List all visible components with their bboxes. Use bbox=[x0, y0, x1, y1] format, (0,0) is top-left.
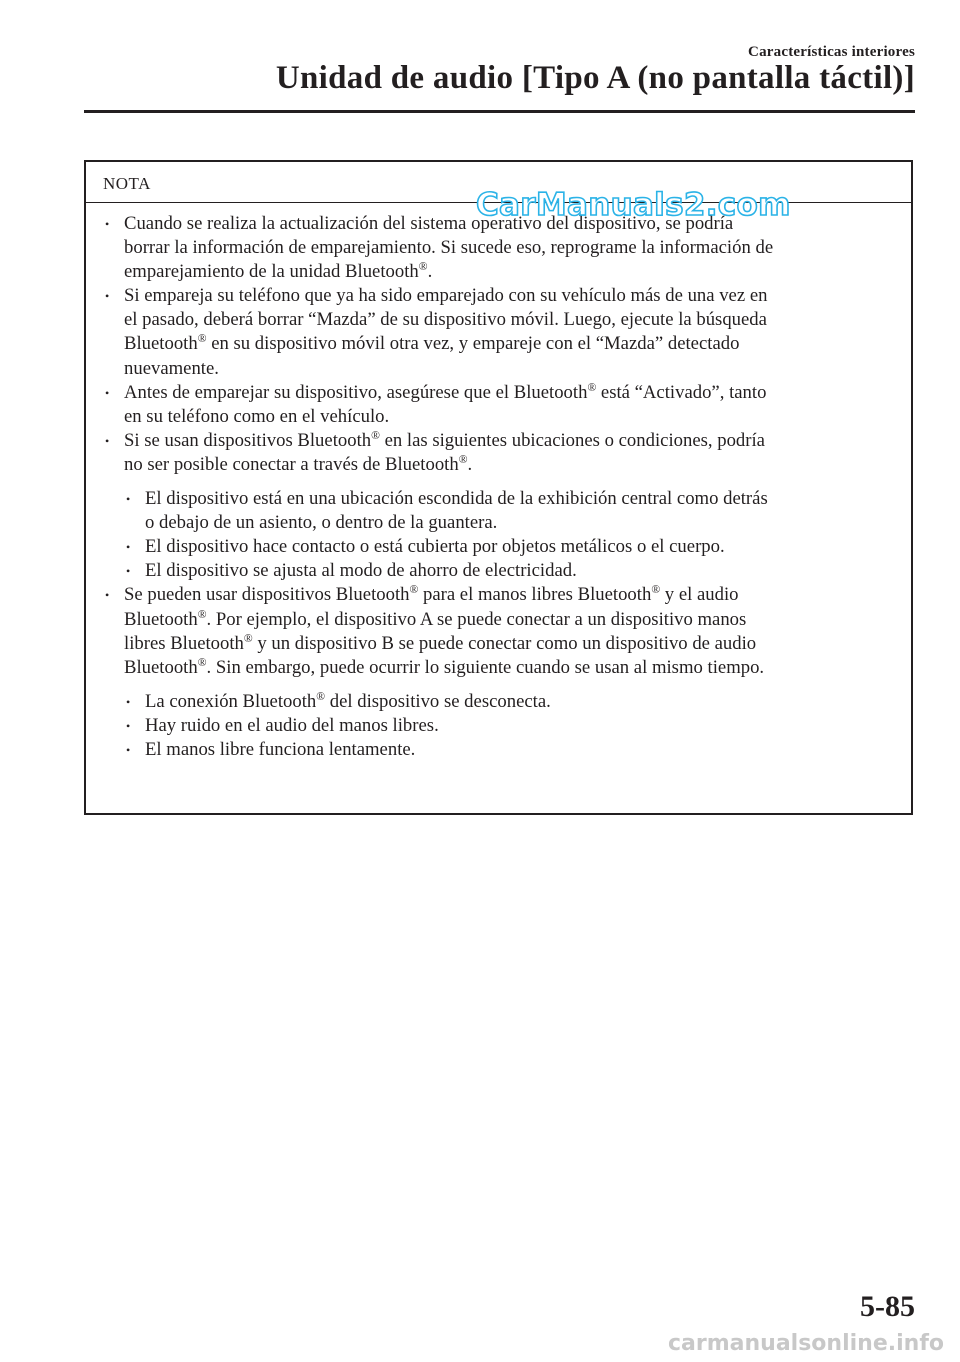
note-line: • El manos libre funciona lentamente. bbox=[145, 738, 416, 760]
note-line: • Cuando se realiza la actualización del sistema operativo del dispositivo, se podría bbox=[124, 213, 734, 234]
note-item bbox=[103, 583, 899, 762]
note-subitem bbox=[124, 714, 899, 738]
note-line: Bluetooth®. Por ejemplo, el dispositivo A se puede conectar a un dispositivo manos bbox=[124, 607, 747, 630]
note-subitem bbox=[124, 690, 899, 714]
section-heading: Características interiores bbox=[748, 44, 915, 60]
note-line: • Se pueden usar dispositivos Bluetooth® para el manos libres Bluetooth® y el audio bbox=[124, 583, 739, 606]
note-line: • El dispositivo hace contacto o está cubierta por objetos metálicos o el cuerpo. bbox=[145, 536, 725, 558]
note-bullet-list bbox=[103, 212, 899, 762]
note-box bbox=[84, 160, 913, 815]
note-subitem bbox=[124, 738, 899, 762]
note-line: • Antes de emparejar su dispositivo, asegúrese que el Bluetooth® está “Activado”, tanto bbox=[124, 380, 767, 403]
note-line: • Si se usan dispositivos Bluetooth® en las siguientes ubicaciones o condiciones, podría bbox=[124, 428, 765, 451]
note-line: • Si empareja su teléfono que ya ha sido emparejado con su vehículo más de una vez en bbox=[124, 285, 768, 307]
note-line: no ser posible conectar a través de Bluetooth®. bbox=[124, 452, 473, 475]
note-line: Bluetooth® en su dispositivo móvil otra vez, y empareje con el “Mazda” detectado bbox=[124, 332, 740, 355]
note-subitem bbox=[124, 559, 899, 583]
note-line: nuevamente. bbox=[124, 357, 219, 379]
note-line: borrar la información de emparejamiento. Si sucede eso, reprograme la información de bbox=[124, 237, 774, 259]
note-line: Bluetooth®. Sin embargo, puede ocurrir lo siguiente cuando se usan al mismo tiempo. bbox=[124, 655, 765, 678]
page-number: 5-85 bbox=[860, 1290, 915, 1323]
footer-bar bbox=[0, 1332, 960, 1362]
note-subitem bbox=[124, 535, 899, 559]
note-subitem bbox=[124, 487, 899, 535]
header-divider bbox=[84, 110, 915, 113]
note-body bbox=[86, 203, 911, 762]
note-label: NOTA bbox=[86, 162, 911, 203]
note-line: • El dispositivo está en una ubicación escondida de la exhibición central como detrás bbox=[145, 488, 768, 510]
note-line: • El dispositivo se ajusta al modo de ahorro de electricidad. bbox=[145, 560, 577, 582]
note-line: o debajo de un asiento, o dentro de la guantera. bbox=[145, 512, 498, 534]
note-line: • La conexión Bluetooth® del dispositivo se desconecta. bbox=[145, 689, 551, 712]
note-line: en su teléfono como en el vehículo. bbox=[124, 405, 390, 427]
watermark-logo: CarManuals2.com bbox=[476, 187, 791, 223]
note-sublist bbox=[124, 690, 899, 762]
note-line: el pasado, deberá borrar “Mazda” de su dispositivo móvil. Luego, ejecute la búsqueda bbox=[124, 309, 767, 331]
note-item bbox=[103, 284, 899, 380]
page-title: Unidad de audio [Tipo A (no pantalla táctil)] bbox=[275, 60, 915, 96]
note-line: • Hay ruido en el audio del manos libres. bbox=[145, 714, 439, 736]
note-item bbox=[103, 381, 899, 429]
note-line: libres Bluetooth® y un dispositivo B se puede conectar como un dispositivo de audio bbox=[124, 631, 757, 654]
note-line: emparejamiento de la unidad Bluetooth®. bbox=[124, 259, 433, 283]
note-sublist bbox=[124, 487, 899, 583]
note-item bbox=[103, 429, 899, 584]
watermark-footer: carmanualsonline.info bbox=[668, 1331, 944, 1356]
